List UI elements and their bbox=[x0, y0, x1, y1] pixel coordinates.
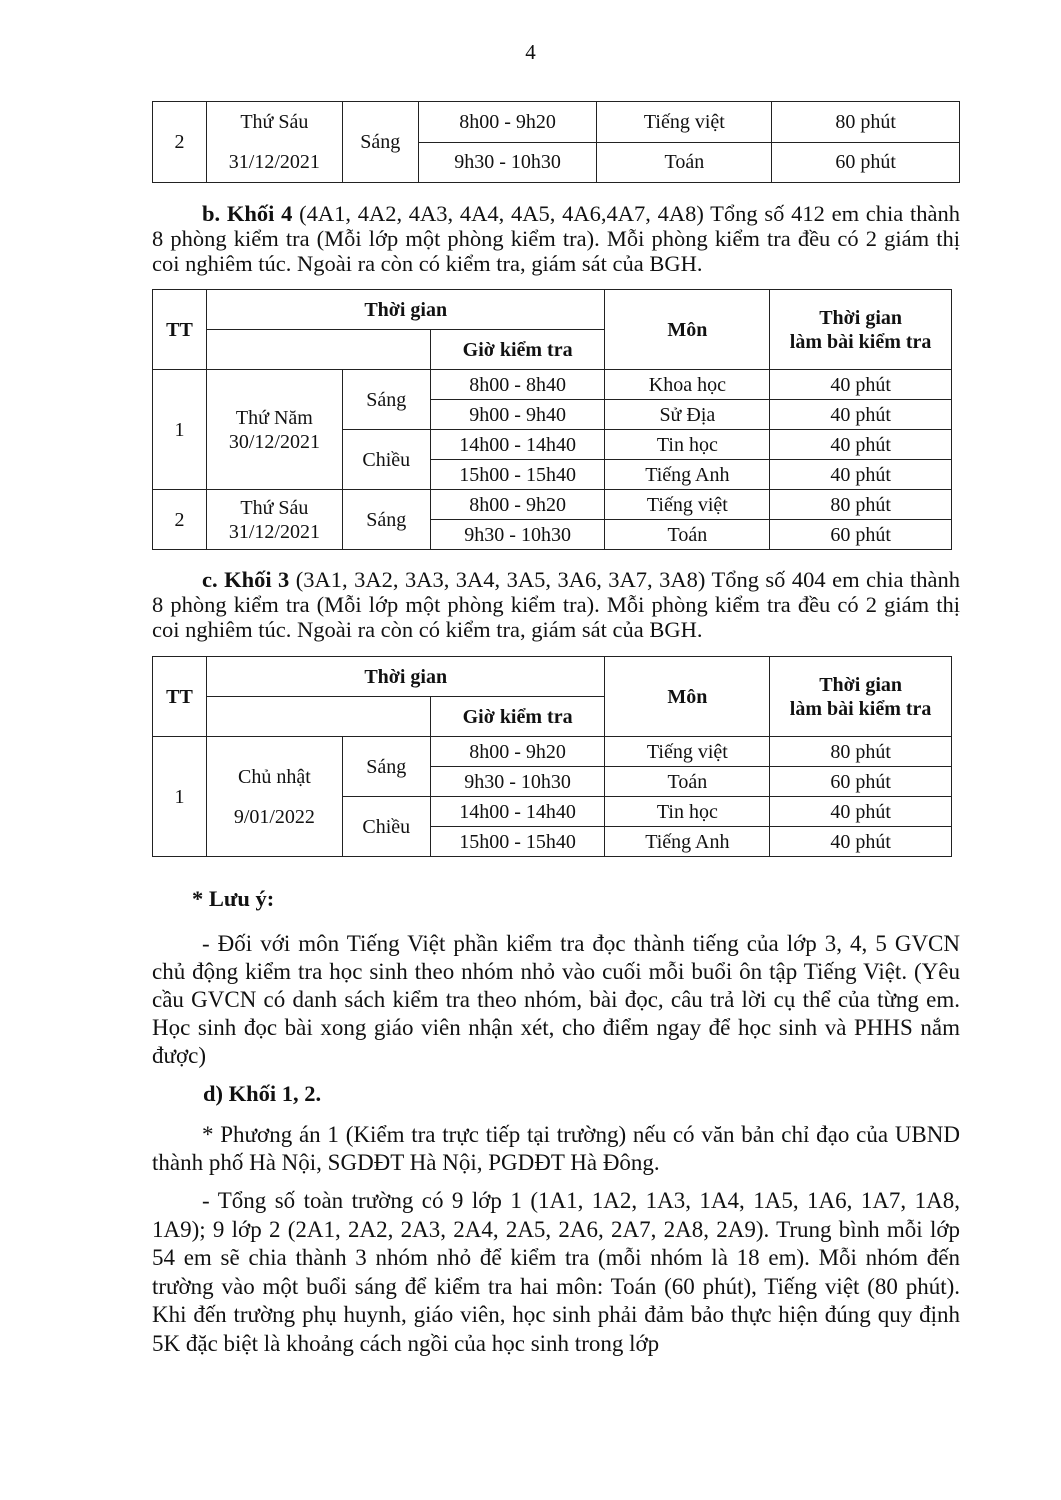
session-cell: Sáng bbox=[342, 490, 430, 550]
day-date-cell bbox=[206, 490, 342, 550]
section-c-text: (3A1, 3A2, 3A3, 3A4, 3A5, 3A6, 3A7, 3A8) Tổng số 404 em chia thành 8 phòng kiểm tra (Mỗi lớp một phòng kiểm tra). Mỗi phòng kiểm tra đều có 2 giám thị coi nghiêm túc. Ngoài ra còn có kiểm tra, giám sát của BGH. bbox=[152, 567, 960, 642]
day-label: Thứ Sáu bbox=[240, 496, 309, 519]
day-label: Chủ nhật bbox=[237, 765, 311, 788]
header-tt: TT bbox=[153, 657, 207, 737]
day-date-cell bbox=[206, 737, 342, 857]
subject-cell: Toán bbox=[597, 142, 772, 183]
duration-cell: 80 phút bbox=[772, 102, 960, 143]
header-tt: TT bbox=[153, 290, 207, 370]
header-blank bbox=[206, 697, 430, 737]
duration-cell: 80 phút bbox=[770, 737, 952, 767]
day-date-cell bbox=[206, 102, 342, 183]
date-label: 31/12/2021 bbox=[228, 151, 320, 173]
header-blank bbox=[206, 330, 430, 370]
duration-cell: 60 phút bbox=[770, 767, 952, 797]
tt-cell: 1 bbox=[153, 737, 207, 857]
header-duration bbox=[770, 290, 952, 370]
time-cell: 9h30 - 10h30 bbox=[430, 767, 605, 797]
section-d-paragraph: - Tổng số toàn trường có 9 lớp 1 (1A1, 1A2, 1A3, 1A4, 1A5, 1A6, 1A7, 1A8, 1A9); 9 lớp 2 (2A1, 2A2, 2A3, 2A4, 2A5, 2A6, 2A7, 2A8, 2A9). Trung bình mỗi lớp 54 em sẽ chia thành 3 nhóm nhỏ để kiểm tra (mỗi nhóm là 18 em). Mỗi nhóm đến trường vào một buổi sáng để kiểm tra hai môn: Toán (60 phút), Tiếng việt (80 phút). Khi đến trường phụ huynh, giáo viên, học sinh phải đảm bảo thực hiện đúng quy định 5K đặc biệt là khoảng cách ngồi của học sinh trong lớp bbox=[152, 1188, 960, 1356]
duration-cell: 40 phút bbox=[770, 797, 952, 827]
time-cell: 14h00 - 14h40 bbox=[430, 797, 605, 827]
time-cell: 15h00 - 15h40 bbox=[430, 827, 605, 857]
duration-cell: 40 phút bbox=[770, 827, 952, 857]
subject-cell: Tin học bbox=[605, 797, 770, 827]
session-cell: Sáng bbox=[342, 102, 418, 183]
header-gio-kiem-tra: Giờ kiểm tra bbox=[430, 697, 605, 737]
tt-cell: 1 bbox=[153, 370, 207, 490]
header-duration-line1: Thời gian bbox=[819, 306, 902, 329]
header-duration-line1: Thời gian bbox=[819, 673, 902, 696]
section-b-paragraph bbox=[152, 201, 960, 276]
time-cell: 9h30 - 10h30 bbox=[430, 520, 605, 550]
session-cell: Chiều bbox=[342, 797, 430, 857]
subject-cell: Tiếng Anh bbox=[605, 827, 770, 857]
section-d-heading: d) Khối 1, 2. bbox=[203, 1081, 322, 1106]
header-duration-line2: làm bài kiểm tra bbox=[789, 697, 932, 720]
time-cell: 8h00 - 9h20 bbox=[418, 102, 597, 143]
note-heading: * Lưu ý: bbox=[192, 886, 275, 911]
date-label: 9/01/2022 bbox=[233, 805, 315, 828]
header-duration bbox=[770, 657, 952, 737]
duration-cell: 40 phút bbox=[770, 430, 952, 460]
session-cell: Chiều bbox=[342, 430, 430, 490]
tt-cell: 2 bbox=[153, 490, 207, 550]
date-label: 30/12/2021 bbox=[228, 430, 320, 453]
schedule-table-c bbox=[152, 656, 952, 857]
schedule-table-a-continued bbox=[152, 101, 960, 183]
time-cell: 9h30 - 10h30 bbox=[418, 142, 597, 183]
page-number: 4 bbox=[525, 40, 536, 64]
day-date-cell bbox=[206, 370, 342, 490]
time-cell: 9h00 - 9h40 bbox=[430, 400, 605, 430]
time-cell: 8h00 - 9h20 bbox=[430, 490, 605, 520]
header-duration-line2: làm bài kiểm tra bbox=[789, 330, 932, 353]
tt-cell: 2 bbox=[153, 102, 207, 183]
header-gio-kiem-tra: Giờ kiểm tra bbox=[430, 330, 605, 370]
section-d-plan: * Phương án 1 (Kiểm tra trực tiếp tại trường) nếu có văn bản chỉ đạo của UBND thành phố Hà Nội, SGDĐT Hà Nội, PGDĐT Hà Đông. bbox=[152, 1122, 960, 1175]
duration-cell: 60 phút bbox=[770, 520, 952, 550]
subject-cell: Tiếng việt bbox=[605, 737, 770, 767]
duration-cell: 80 phút bbox=[770, 490, 952, 520]
section-c-heading: c. Khối 3 bbox=[202, 567, 290, 592]
subject-cell: Tiếng việt bbox=[605, 490, 770, 520]
header-mon: Môn bbox=[605, 657, 770, 737]
subject-cell: Tin học bbox=[605, 430, 770, 460]
subject-cell: Toán bbox=[605, 520, 770, 550]
duration-cell: 40 phút bbox=[770, 400, 952, 430]
subject-cell: Khoa học bbox=[605, 370, 770, 400]
session-cell: Sáng bbox=[342, 370, 430, 430]
section-b-heading: b. Khối 4 bbox=[202, 201, 293, 226]
day-label: Thứ Sáu bbox=[240, 111, 309, 133]
section-c-paragraph bbox=[152, 567, 960, 642]
duration-cell: 40 phút bbox=[770, 460, 952, 490]
session-cell: Sáng bbox=[342, 737, 430, 797]
subject-cell: Tiếng Anh bbox=[605, 460, 770, 490]
duration-cell: 40 phút bbox=[770, 370, 952, 400]
header-mon: Môn bbox=[605, 290, 770, 370]
subject-cell: Sử Địa bbox=[605, 400, 770, 430]
duration-cell: 60 phút bbox=[772, 142, 960, 183]
section-b-text: (4A1, 4A2, 4A3, 4A4, 4A5, 4A6,4A7, 4A8) Tổng số 412 em chia thành 8 phòng kiểm tra (Mỗi lớp một phòng kiểm tra). Mỗi phòng kiểm tra đều có 2 giám thị coi nghiêm túc. Ngoài ra còn có kiểm tra, giám sát của BGH. bbox=[152, 201, 960, 276]
note-paragraph: - Đối với môn Tiếng Việt phần kiểm tra đọc thành tiếng của lớp 3, 4, 5 GVCN chủ động kiểm tra học sinh theo nhóm nhỏ vào cuối mỗi buổi ôn tập Tiếng Việt. (Yêu cầu GVCN có danh sách kiểm tra theo nhóm, bài đọc, câu trả lời cụ thể của từng em. Học sinh đọc bài xong giáo viên nhận xét, cho điểm ngay để học sinh và PHHS nắm được) bbox=[152, 931, 960, 1068]
subject-cell: Tiếng việt bbox=[597, 102, 772, 143]
time-cell: 15h00 - 15h40 bbox=[430, 460, 605, 490]
time-cell: 8h00 - 9h20 bbox=[430, 737, 605, 767]
header-thoi-gian: Thời gian bbox=[206, 657, 605, 697]
subject-cell: Toán bbox=[605, 767, 770, 797]
day-label: Thứ Năm bbox=[235, 406, 313, 429]
date-label: 31/12/2021 bbox=[228, 520, 320, 543]
time-cell: 14h00 - 14h40 bbox=[430, 430, 605, 460]
schedule-table-b bbox=[152, 289, 952, 550]
time-cell: 8h00 - 8h40 bbox=[430, 370, 605, 400]
header-thoi-gian: Thời gian bbox=[206, 290, 605, 330]
